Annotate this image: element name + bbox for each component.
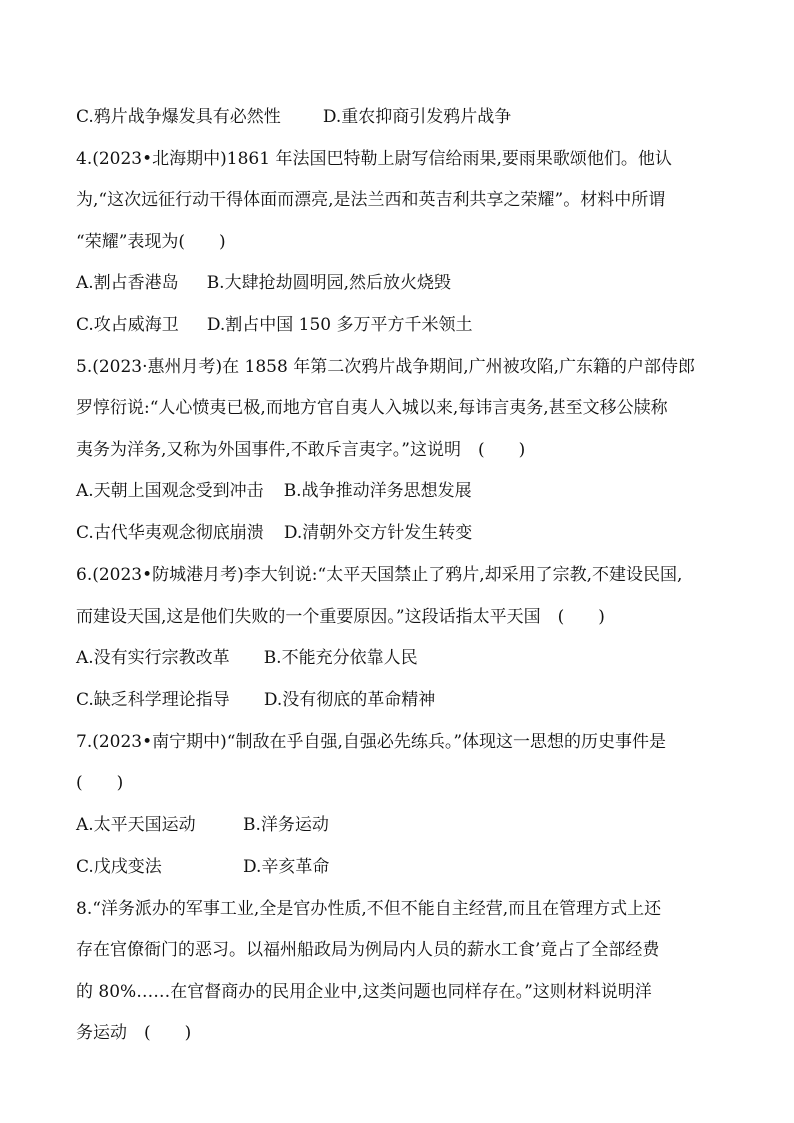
q7-options-row-2 — [76, 856, 726, 878]
q4-options-row-1 — [76, 272, 726, 294]
q6-option-b: B.不能充分依靠人民 — [263, 648, 418, 668]
q3-option-d: D.重农抑商引发鸦片战争 — [322, 107, 512, 127]
q4-option-b: B.大肆抢劫圆明园,然后放火烧毁 — [206, 273, 451, 293]
q8-stem-line-4: 务运动 ( ) — [76, 1023, 192, 1043]
q7-options-row-1 — [76, 814, 726, 836]
q5-stem-line-2: 罗惇衍说:“人心愤夷已极,而地方官自夷人入城以来,每讳言夷务,甚至文移公牍称 — [76, 398, 668, 418]
q7-stem-line-1: 7.(2023•南宁期中)“制敌在乎自强,自强必先练兵。”体现这一思想的历史事件是 — [76, 732, 667, 752]
q7-option-b: B.洋务运动 — [243, 815, 329, 835]
q4-option-c: C.攻占威海卫 — [76, 315, 179, 335]
q8-stem-line-2: 存在官僚衙门的恶习。以福州船政局为例局内人员的薪水工食’竟占了全部经费 — [76, 940, 660, 960]
q6-stem-line-1: 6.(2023•防城港月考)李大钊说:“太平天国禁止了鸦片,却采用了宗教,不建设民国, — [76, 565, 683, 585]
q6-options-row-2 — [76, 689, 726, 711]
q4-options-row-2 — [76, 314, 726, 336]
q5-stem-line-3: 夷务为洋务,又称为外国事件,不敢斥言夷字。”这说明 ( ) — [76, 440, 526, 460]
q6-option-d: D.没有彻底的革命精神 — [263, 690, 436, 710]
q5-stem-line-1: 5.(2023·惠州月考)在 1858 年第二次鸦片战争期间,广州被攻陷,广东籍的户部侍郎 — [76, 357, 696, 377]
q4-stem-line-3: “荣耀”表现为( ) — [76, 232, 226, 252]
q8-stem-line-1: 8.“洋务派办的军事工业,全是官办性质,不但不能自主经营,而且在管理方式上还 — [76, 899, 662, 919]
q6-stem-line-2: 而建设天国,这是他们失败的一个重要原因。”这段话指太平天国 ( ) — [76, 607, 605, 627]
q7-option-c: C.戊戌变法 — [76, 857, 162, 877]
q5-options-row-1 — [76, 480, 726, 502]
q3-options-row — [76, 106, 726, 128]
q3-option-c: C.鸦片战争爆发具有必然性 — [76, 107, 281, 127]
q5-option-b: B.战争推动洋务思想发展 — [283, 481, 472, 501]
q5-option-d: D.清朝外交方针发生转变 — [283, 523, 473, 543]
q8-stem-line-3: 的 80%……在官督商办的民用企业中,这类问题也同样存在。”这则材料说明洋 — [76, 982, 652, 1002]
q7-option-a: A.太平天国运动 — [76, 815, 196, 835]
q5-options-row-2 — [76, 522, 726, 544]
q4-option-d: D.割占中国 150 多万平方千米领土 — [206, 315, 473, 335]
q5-option-a: A.天朝上国观念受到冲击 — [76, 481, 264, 501]
q4-stem-line-2: 为,“这次远征行动干得体面而漂亮,是法兰西和英吉利共享之荣耀”。材料中所谓 — [76, 190, 666, 210]
q6-option-c: C.缺乏科学理论指导 — [76, 690, 230, 710]
q7-option-d: D.辛亥革命 — [243, 857, 330, 877]
q6-options-row-1 — [76, 647, 726, 669]
q4-option-a: A.割占香港岛 — [76, 273, 179, 293]
q6-option-a: A.没有实行宗教改革 — [76, 648, 230, 668]
q5-option-c: C.古代华夷观念彻底崩溃 — [76, 523, 264, 543]
q7-stem-line-2: ( ) — [76, 773, 124, 793]
q4-stem-line-1: 4.(2023•北海期中)1861 年法国巴特勒上尉写信给雨果,要雨果歌颂他们。他认 — [76, 149, 672, 169]
